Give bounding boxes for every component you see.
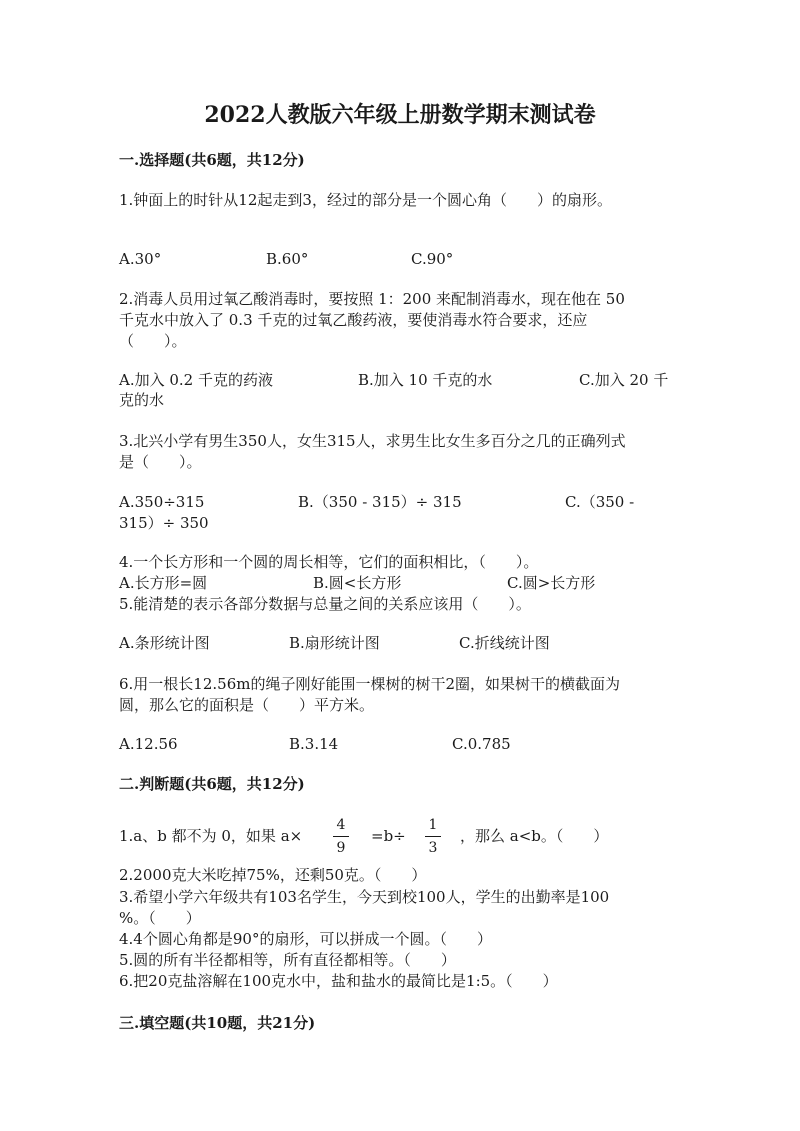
q1-5-text: 5.能清楚的表示各部分数据与总量之间的关系应该用（ ）。 (119, 595, 531, 613)
q1-6-option-a: A.12.56 (119, 735, 178, 753)
q1-6-line1: 6.用一根长12.56m的绳子刚好能围一棵树的树干2圈，如果树干的横截面为 (119, 675, 621, 693)
q2-1-fraction-1-3 (424, 816, 442, 857)
fraction-denominator: 3 (428, 840, 438, 856)
q1-2-option-c: C.加入 20 千 (579, 371, 669, 389)
q2-6-text: 6.把20克盐溶解在100克水中，盐和盐水的最简比是1:5。（ ） (119, 972, 558, 990)
q1-6-option-b: B.3.14 (289, 735, 339, 753)
q2-4-text: 4.4个圆心角都是90°的扇形，可以拼成一个圆。（ ） (119, 930, 492, 948)
q2-1-part3: ，那么 a<b。（ ） (460, 827, 609, 845)
q1-2-option-c-cont: 克的水 (119, 391, 165, 409)
q1-5-option-a: A.条形统计图 (119, 634, 210, 652)
fraction-bar (425, 836, 441, 837)
fraction-denominator: 9 (336, 840, 346, 856)
q1-3-line1: 3.北兴小学有男生350人，女生315人，求男生比女生多百分之几的正确列式 (119, 432, 626, 450)
q1-1-text: 1.钟面上的时针从12起走到3，经过的部分是一个圆心角（ ）的扇形。 (119, 191, 612, 209)
q1-2-line2: 千克水中放入了 0.3 千克的过氧乙酸药液，要使消毒水符合要求，还应 (119, 311, 588, 329)
q1-6-option-c: C.0.785 (452, 735, 511, 753)
q2-3-line2: %。（ ） (119, 909, 201, 927)
q2-1-part1: 1.a、b 都不为 0，如果 a× (119, 827, 303, 845)
q2-3-line1: 3.希望小学六年级共有103名学生，今天到校100人，学生的出勤率是100 (119, 888, 610, 906)
q1-3-line2: 是（ ）。 (119, 453, 202, 471)
q1-2-option-a: A.加入 0.2 千克的药液 (119, 371, 273, 389)
page-title: 2022人教版六年级上册数学期末测试卷 (204, 102, 596, 128)
q1-3-option-a: A.350÷315 (119, 493, 205, 511)
q1-5-option-c: C.折线统计图 (459, 634, 550, 652)
q1-4-text: 4.一个长方形和一个圆的周长相等，它们的面积相比，（ ）。 (119, 553, 539, 571)
section1-heading: 一.选择题(共6题，共12分) (119, 151, 305, 169)
q2-1-fraction-4-9 (332, 816, 350, 857)
q2-5-text: 5.圆的所有半径都相等，所有直径都相等。（ ） (119, 951, 456, 969)
q2-1-part2: =b÷ (371, 827, 406, 845)
q1-3-option-c: C.（350 - (565, 493, 635, 511)
q1-6-line2: 圆，那么它的面积是（ ）平方米。 (119, 696, 375, 714)
q1-2-option-b: B.加入 10 千克的水 (358, 371, 493, 389)
q1-2-line1: 2.消毒人员用过氧乙酸消毒时，要按照 1：200 来配制消毒水，现在他在 50 (119, 290, 625, 308)
fraction-bar (333, 836, 349, 837)
section3-heading: 三.填空题(共10题，共21分) (119, 1014, 316, 1032)
q1-4-option-a: A.长方形=圆 (119, 574, 208, 592)
q1-3-option-b: B.（350 - 315）÷ 315 (298, 493, 462, 511)
q1-4-option-b: B.圆<长方形 (313, 574, 402, 592)
q2-2-text: 2.2000克大米吃掉75%，还剩50克。（ ） (119, 866, 427, 884)
q1-1-option-a: A.30° (119, 250, 162, 268)
fraction-numerator: 4 (336, 817, 346, 833)
section2-heading: 二.判断题(共6题，共12分) (119, 775, 305, 793)
fraction-numerator: 1 (428, 817, 438, 833)
q1-3-option-c-cont: 315）÷ 350 (119, 514, 209, 532)
q1-2-line3: （ ）。 (119, 332, 187, 350)
q1-1-option-b: B.60° (266, 250, 309, 268)
q1-4-option-c: C.圆>长方形 (507, 574, 596, 592)
q1-5-option-b: B.扇形统计图 (289, 634, 380, 652)
q1-1-option-c: C.90° (411, 250, 454, 268)
